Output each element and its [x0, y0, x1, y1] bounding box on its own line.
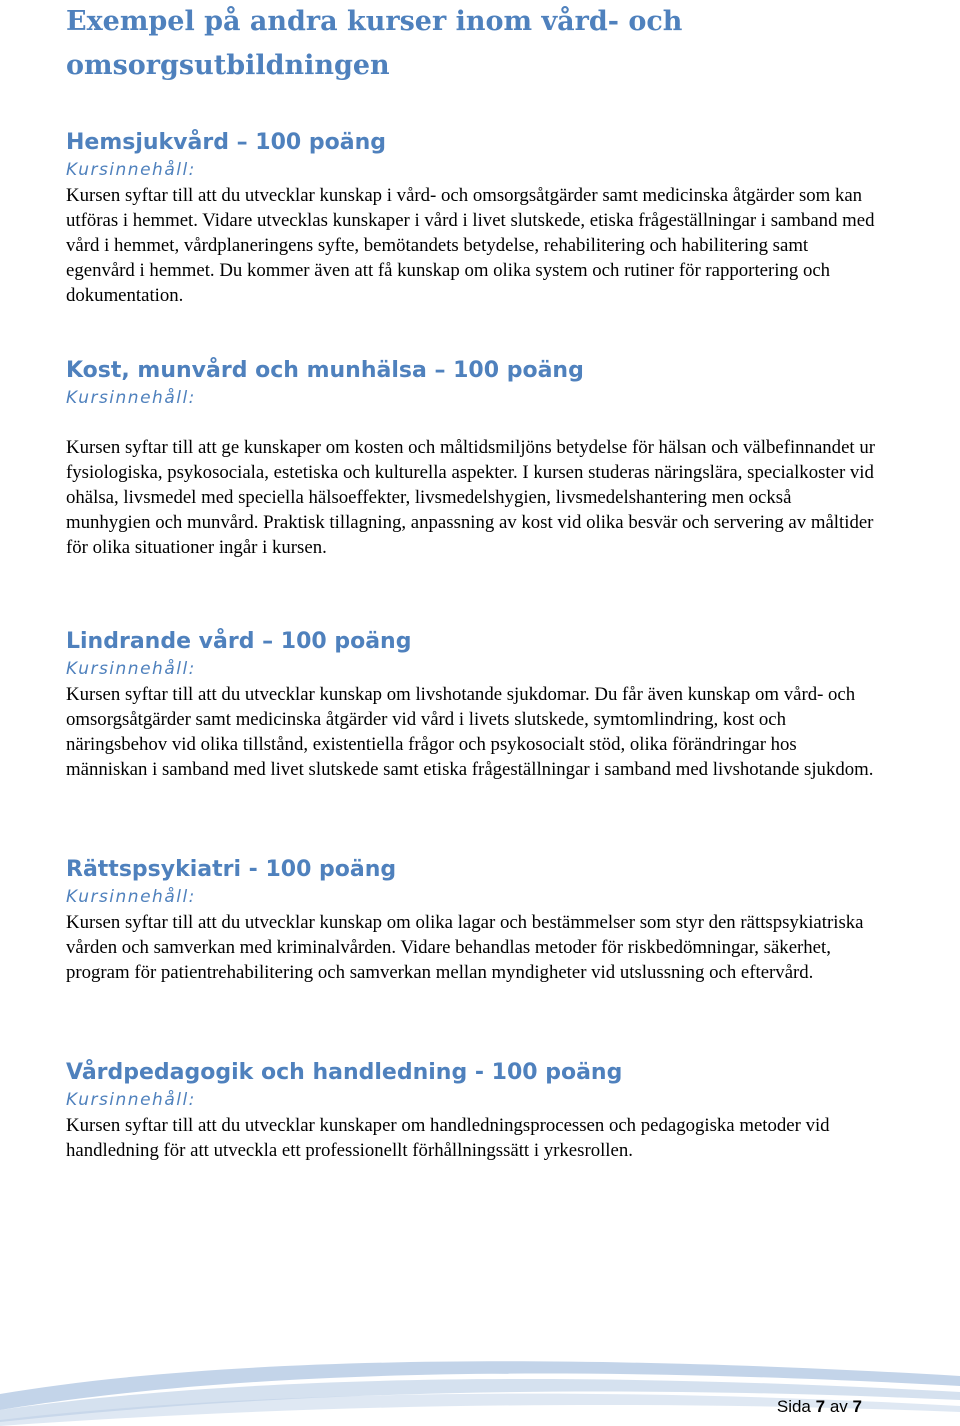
page-number: [777, 1396, 862, 1418]
course-section: [66, 356, 876, 560]
course-section: [66, 855, 876, 985]
course-section: [66, 627, 876, 782]
course-title: Hemsjukvård – 100 poäng: [66, 130, 386, 155]
course-content-label: Kursinnehåll:: [66, 388, 196, 408]
course-description: Kursen syftar till att du utvecklar kunskap om livshotande sjukdomar. Du får även kunskap om vård- och omsorgsåtgärder samt medicinska åtgärder vid vård i livets slutskede, symtomlindring, kost och näringsbehov vid olika tillstånd, existentiella frågor och psykosocialt stöd, olika förändringar hos människan i samband med livet slutskede samt etiska frågeställningar i samband med livshotande sjukdom.: [66, 684, 874, 780]
course-content-label: Kursinnehåll:: [66, 887, 196, 907]
course-title: Rättspsykiatri - 100 poäng: [66, 857, 397, 882]
course-section: [66, 1058, 876, 1163]
page-number-total: 7: [852, 1397, 862, 1416]
course-title: Kost, munvård och munhälsa – 100 poäng: [66, 358, 584, 383]
page-number-separator: av: [829, 1397, 848, 1416]
course-content-label: Kursinnehåll:: [66, 659, 196, 679]
course-description: Kursen syftar till att du utvecklar kunskap i vård- och omsorgsåtgärder samt medicinska åtgärder som kan utföras i hemmet. Vidare utvecklas kunskaper i vård i livet slutskede, etiska frågeställningar i samband med vård i hemmet, vårdplaneringens syfte, bemötandets betydelse, rehabilitering och habilitering samt egenvård i hemmet. Du kommer även att få kunskap om olika system och rutiner för rapportering och dokumentation.: [66, 185, 875, 306]
course-description: Kursen syftar till att ge kunskaper om kosten och måltidsmiljöns betydelse för hälsan och välbefinnandet ur fysiologiska, psykosociala, estetiska och kulturella aspekter. I kursen studeras näringslära, specialkoster vid ohälsa, livsmedel med speciella hälsoeffekter, livsmedelshygien, livsmedelshantering men också munhygien och munvård. Praktisk tillagning, anpassning av kost vid olika besvär och servering av måltider för olika situationer ingår i kursen.: [66, 437, 875, 558]
page-number-current: 7: [815, 1397, 826, 1416]
course-title: Vårdpedagogik och handledning - 100 poäng: [66, 1060, 623, 1085]
course-content-label: Kursinnehåll:: [66, 160, 196, 180]
page-title: Exempel på andra kurser inom vård- och omsorgsutbildningen: [66, 6, 683, 81]
course-description: Kursen syftar till att du utvecklar kunskap om olika lagar och bestämmelser som styr den rättspsykiatriska vården och samverkan med kriminalvården. Vidare behandlas metoder för riskbedömningar, säkerhet, program för patientrehabilitering och samverkan mellan myndigheter vid utslussning och eftervård.: [66, 912, 864, 983]
page-number-prefix: Sida: [776, 1397, 811, 1416]
course-section: [66, 128, 876, 308]
course-description: Kursen syftar till att du utvecklar kunskaper om handledningsprocessen och pedagogiska metoder vid handledning för att utveckla ett professionellt förhållningssätt i yrkesrollen.: [66, 1115, 830, 1161]
course-title: Lindrande vård – 100 poäng: [66, 629, 412, 654]
course-content-label: Kursinnehåll:: [66, 1090, 196, 1110]
spacer: [66, 411, 876, 435]
